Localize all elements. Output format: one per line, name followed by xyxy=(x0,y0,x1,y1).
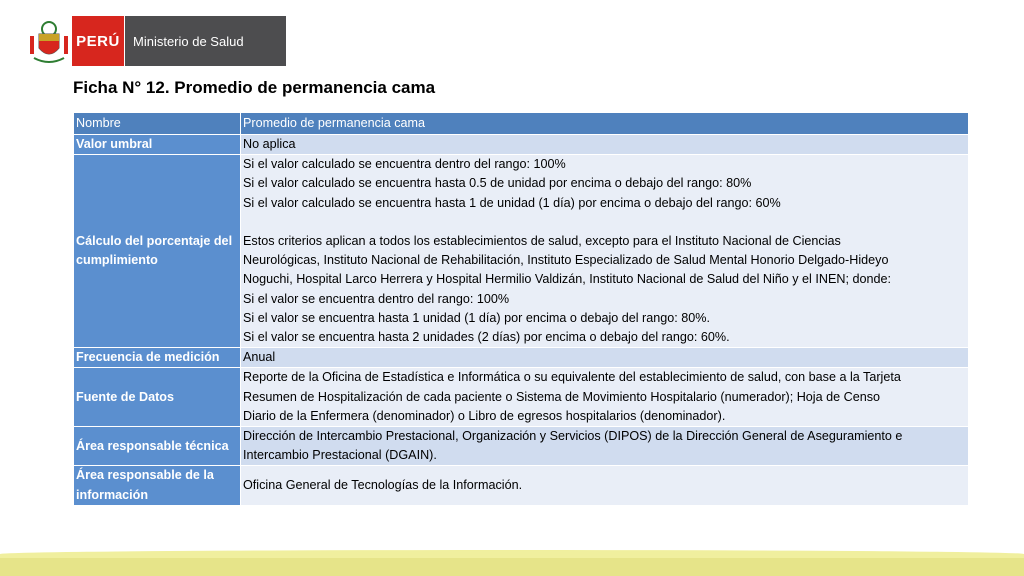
table-header-row xyxy=(74,113,969,135)
header-value-cell: Promedio de permanencia cama xyxy=(241,113,969,135)
value-line: Reporte de la Oficina de Estadística e Informática o su equivalente del establecimiento de salud, con base a la Tarjeta xyxy=(243,370,901,385)
ministry-label: Ministerio de Salud xyxy=(125,16,286,66)
value-line: Si el valor se encuentra hasta 1 unidad (1 día) por encima o debajo del rango: 80%. xyxy=(243,310,710,325)
table-row xyxy=(74,368,969,427)
value-line: Diario de la Enfermera (denominador) o Libro de egresos hospitalarios (denominador). xyxy=(243,408,726,423)
ministry-logo xyxy=(26,16,286,66)
value-line: Intercambio Prestacional (DGAIN). xyxy=(243,448,437,463)
row-value xyxy=(241,466,969,505)
value-line: Si el valor calculado se encuentra hasta 1 de unidad (1 día) por encima o debajo del rango: 60% xyxy=(243,195,781,210)
value-line: Neurológicas, Instituto Nacional de Rehabilitación, Instituto Especializado de Salud Mental Honorio Delgado-Hideyo xyxy=(243,253,889,268)
row-label: Área responsable de la información xyxy=(74,466,241,505)
row-label: Valor umbral xyxy=(74,135,241,155)
value-line: Estos criterios aplican a todos los establecimientos de salud, excepto para el Instituto Nacional de Ciencias xyxy=(243,234,841,248)
value-line: Resumen de Hospitalización de cada paciente o Sistema de Movimiento Hospitalario (numerador); Hoja de Censo xyxy=(243,389,881,404)
page-title: Ficha N° 12. Promedio de permanencia cama xyxy=(73,78,436,97)
footer-band xyxy=(0,554,1024,576)
row-value xyxy=(241,427,969,466)
blank-line xyxy=(243,213,966,232)
row-label: Cálculo del porcentaje del cumplimiento xyxy=(74,155,241,348)
coat-of-arms-icon xyxy=(26,16,72,66)
value-line: No aplica xyxy=(243,137,296,151)
table-row xyxy=(74,155,969,348)
row-label: Frecuencia de medición xyxy=(74,348,241,368)
row-label: Fuente de Datos xyxy=(74,368,241,427)
table-row xyxy=(74,135,969,155)
table-body xyxy=(74,135,969,506)
row-value xyxy=(241,348,969,368)
table-row xyxy=(74,466,969,505)
value-line: Si el valor calculado se encuentra hasta 0.5 de unidad por encima o debajo del rango: 80% xyxy=(243,176,752,191)
row-value xyxy=(241,135,969,155)
value-line: Anual xyxy=(243,350,276,365)
value-line: Si el valor se encuentra hasta 2 unidades (2 días) por encima o debajo del rango: 60%. xyxy=(243,330,730,345)
peru-label: PERÚ xyxy=(72,16,125,66)
row-value xyxy=(241,155,969,348)
value-line: Dirección de Intercambio Prestacional, Organización y Servicios (DIPOS) de la Dirección General de Aseguramiento e xyxy=(243,429,903,444)
value-line: Noguchi, Hospital Larco Herrera y Hospital Hermilio Valdizán, Instituto Nacional de Salud del Niño y el INEN; donde: xyxy=(243,272,891,287)
table-row xyxy=(74,427,969,466)
header-label-cell: Nombre xyxy=(74,113,241,135)
value-line: Si el valor se encuentra dentro del rango: 100% xyxy=(243,291,510,306)
row-label: Área responsable técnica xyxy=(74,427,241,466)
row-value xyxy=(241,368,969,427)
indicator-table xyxy=(73,112,969,506)
table-row xyxy=(74,348,969,368)
value-line: Si el valor calculado se encuentra dentro del rango: 100% xyxy=(243,157,566,172)
value-line: Oficina General de Tecnologías de la Información. xyxy=(243,478,523,493)
